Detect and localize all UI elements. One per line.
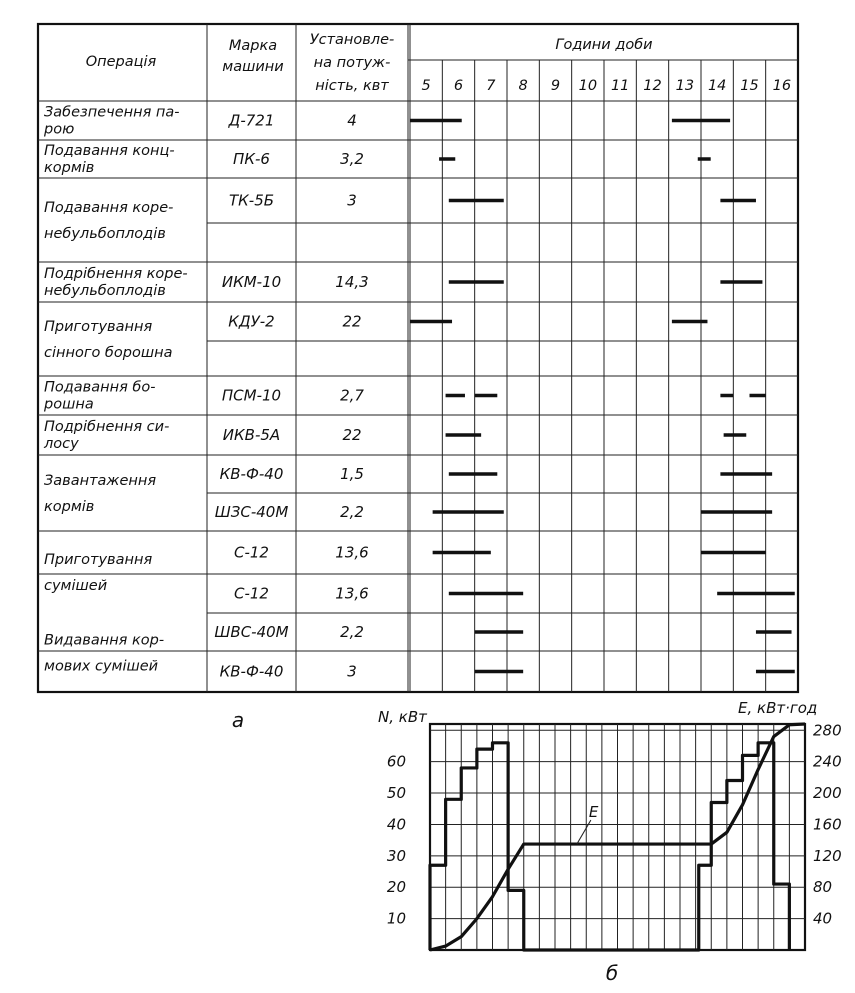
hour-label: 15 xyxy=(740,78,759,94)
machine-power: 22 xyxy=(342,426,362,444)
operation-label: мових сумішей xyxy=(44,658,159,675)
machine-power: 2,2 xyxy=(340,503,364,521)
y-axis-label-right: E, кВт·год xyxy=(738,699,818,717)
machine-name: ШЗС-40М xyxy=(214,503,289,521)
operation-label: сумішей xyxy=(44,578,108,594)
hour-label: 9 xyxy=(550,78,561,94)
y-tick-left: 10 xyxy=(386,909,406,928)
hour-label: 16 xyxy=(772,78,792,94)
hour-label: 14 xyxy=(707,78,727,94)
machine-name: ИКМ-10 xyxy=(221,273,282,291)
operation-label: Подавання коре- xyxy=(44,200,174,216)
machine-power: 3,2 xyxy=(340,150,364,168)
operation-label: Завантаження xyxy=(44,473,157,489)
hour-label: 10 xyxy=(578,78,598,94)
y-tick-right: 280 xyxy=(813,721,842,740)
operation-label: кормів xyxy=(44,499,95,515)
y-tick-right: 200 xyxy=(813,784,842,803)
y-tick-left: 50 xyxy=(386,784,406,803)
machine-name: ИКВ-5А xyxy=(222,426,281,444)
machine-power: 22 xyxy=(342,312,362,331)
machine-power: 14,3 xyxy=(335,273,369,291)
machine-name: Д-721 xyxy=(228,111,275,130)
header-machine-line2: машини xyxy=(222,59,284,75)
operation-label: сінного борошна xyxy=(44,345,173,361)
y-tick-left: 60 xyxy=(386,752,406,771)
machine-name: С-12 xyxy=(234,543,269,562)
operation-label: рошна xyxy=(44,396,94,413)
machine-name: С-12 xyxy=(234,584,269,603)
operation-label: Забезпечення па- xyxy=(44,104,180,121)
machine-power: 2,7 xyxy=(340,386,364,405)
operation-label: кормів xyxy=(44,160,95,176)
machine-power: 13,6 xyxy=(335,584,369,603)
machine-power: 3 xyxy=(347,662,357,681)
hour-label: 13 xyxy=(675,78,695,94)
table-caption: а xyxy=(231,708,245,732)
machine-name: КВ-Ф-40 xyxy=(219,465,284,483)
operation-label: небульбоплодів xyxy=(44,283,166,299)
header-power-line3: ність, квт xyxy=(315,78,389,94)
machine-power: 4 xyxy=(347,111,357,130)
machine-name: ПСМ-10 xyxy=(221,386,282,405)
operation-label: лосу xyxy=(44,436,79,452)
operation-label: Подрібнення си- xyxy=(44,419,170,435)
header-power-line2: на потуж- xyxy=(313,55,391,71)
hour-label: 5 xyxy=(421,78,431,94)
chart-caption: б xyxy=(605,961,619,985)
y-tick-right: 120 xyxy=(813,846,842,865)
chart-grid xyxy=(430,724,805,950)
machine-power: 1,5 xyxy=(340,465,364,483)
y-tick-left: 40 xyxy=(386,815,406,834)
machine-name: ШВС-40М xyxy=(214,623,289,641)
hour-label: 8 xyxy=(518,78,528,94)
machine-name: КДУ-2 xyxy=(228,312,275,331)
machine-power: 2,2 xyxy=(340,623,364,641)
y-axis-label-left: N, кВт xyxy=(378,708,427,726)
operation-label: рою xyxy=(44,121,75,138)
operation-label: Видавання кор- xyxy=(44,632,165,649)
hour-label: 7 xyxy=(486,78,496,94)
machine-name: КВ-Ф-40 xyxy=(219,662,284,681)
machine-name: ПК-6 xyxy=(233,150,270,168)
header-machine-line1: Марка xyxy=(228,38,278,54)
operation-label: небульбоплодів xyxy=(44,226,166,242)
hour-label: 12 xyxy=(643,78,662,94)
y-tick-right: 40 xyxy=(813,909,833,928)
operation-label: Приготування xyxy=(44,552,153,568)
y-tick-right: 160 xyxy=(813,815,842,834)
operation-label: Подавання бо- xyxy=(44,379,156,396)
header-operation: Операція xyxy=(85,54,157,70)
operation-label: Подрібнення коре- xyxy=(44,266,188,282)
machine-power: 3 xyxy=(347,191,357,210)
y-tick-left: 30 xyxy=(386,846,406,865)
hour-label: 6 xyxy=(453,78,464,94)
energy-label-leader xyxy=(577,820,591,844)
hour-label: 11 xyxy=(610,78,630,94)
y-tick-right: 240 xyxy=(813,752,842,771)
operation-label: Подавання конц- xyxy=(44,143,175,159)
energy-curve-label: E xyxy=(588,803,599,822)
operation-label: Приготування xyxy=(44,319,153,335)
machine-power: 13,6 xyxy=(335,543,369,562)
y-tick-left: 20 xyxy=(386,878,406,897)
header-power-line1: Установле- xyxy=(309,32,395,48)
header-hours-title: Години доби xyxy=(555,37,653,53)
y-tick-right: 80 xyxy=(813,878,833,897)
machine-name: ТК-5Б xyxy=(228,191,275,210)
